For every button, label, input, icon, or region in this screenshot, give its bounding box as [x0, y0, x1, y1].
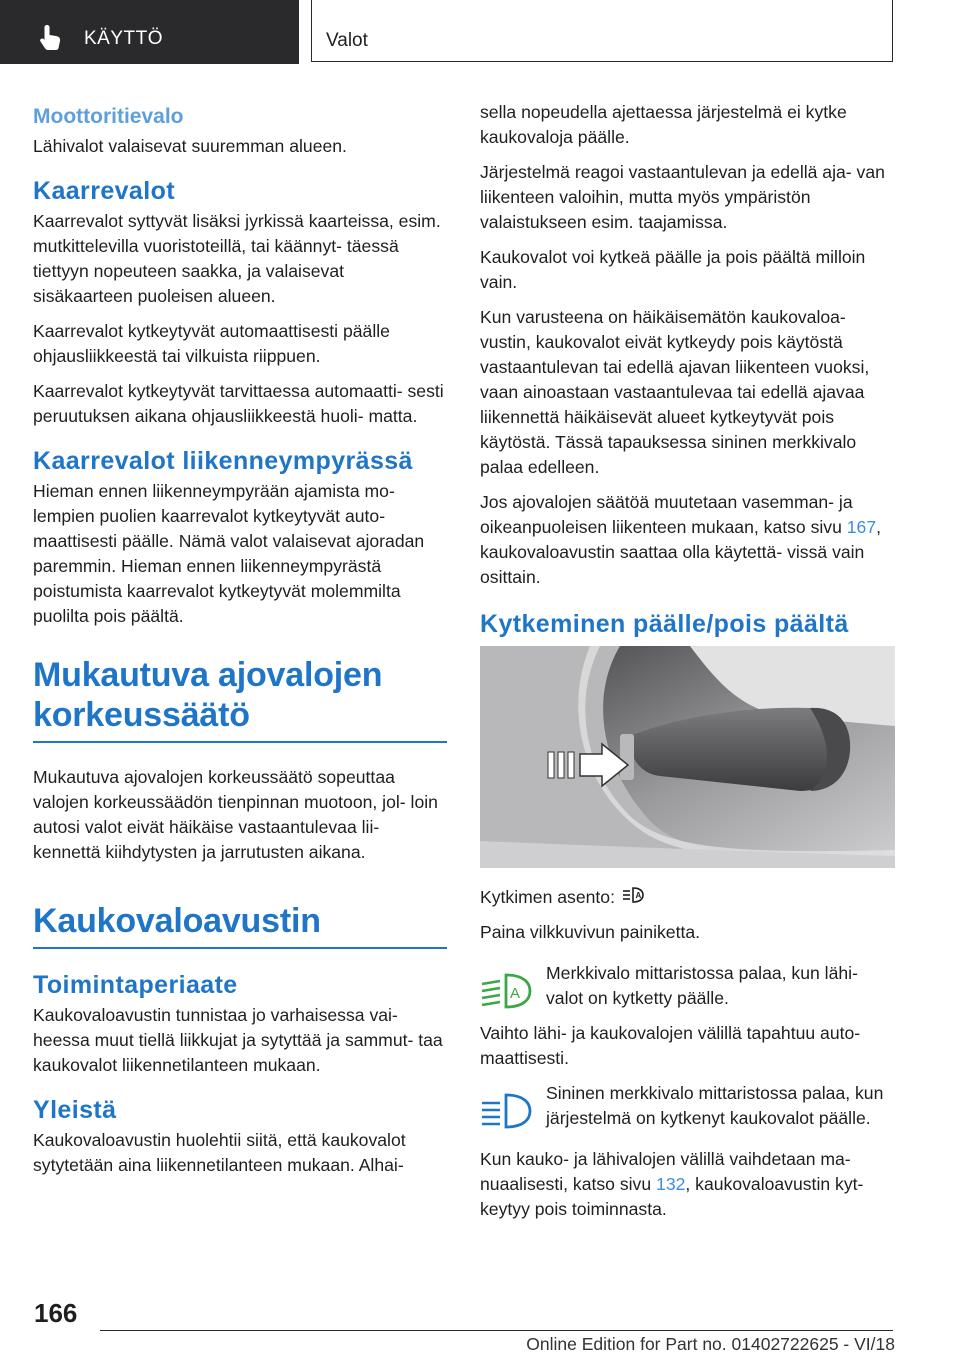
high-beam-assistant-icon [621, 884, 645, 906]
heading-motorway-light: Moottoritievalo [33, 105, 184, 128]
paragraph-principle: Kaukovaloavustin tunnistaa jo varhaisessa vai‐ heessa muut tiellä liikkujat ja sytyttää ja sammut‐ taa kaukovalot liikennetilanteen mukaan. [33, 1005, 443, 1075]
paragraph-auto-switch: Vaihto lähi- ja kaukovalojen välillä tapahtuu auto‐ maattisesti. [480, 1023, 861, 1068]
heading-rule [33, 947, 447, 949]
text-fragment: Kun kauko- ja lähivalojen välillä vaihdetaan ma‐ nuaalisesti, katso sivu [480, 1149, 851, 1194]
heading-high-beam-assistant: Kaukovaloavustin [33, 902, 321, 940]
paragraph-switch-position [480, 884, 898, 910]
text-fragment: , kaukovaloavustin saattaa olla käytettä‐ vissä vain osittain. [480, 517, 882, 587]
paragraph-general-cont: sella nopeudella ajettaessa järjestelmä ei kytke kaukovaloja päälle. [480, 102, 847, 147]
paragraph-cornering-1: Kaarrevalot syttyvät lisäksi jyrkissä kaarteissa, esim. mutkittelevilla vuoristoteillä, tai käännyt‐ täessä tiettyyn nopeuteen saakka, ja valaisevat sisäkaarteen puoleisen alueen. [33, 211, 441, 306]
hand-pointer-icon [38, 23, 64, 51]
right-column [480, 100, 898, 1232]
paragraph-cornering-3: Kaarrevalot kytkeytyvät tarvittaessa automaatti‐ sesti peruutuksen aikana ohjausliikkeestä huoli‐ matta. [33, 381, 444, 426]
note-high-beam-text: Sininen merkkivalo mittaristossa palaa, kun järjestelmä on kytkenyt kaukovalot päälle. [546, 1083, 884, 1128]
paragraph-motorway-light: Lähivalot valaisevat suuremman alueen. [33, 136, 347, 156]
note-high-beam-indicator [480, 1081, 898, 1131]
left-column [33, 100, 447, 1188]
chapter-label: KÄYTTÖ [84, 28, 164, 49]
svg-text:A: A [635, 891, 642, 900]
page-link-167[interactable]: 167 [846, 517, 877, 537]
paragraph-cornering-2: Kaarrevalot kytkeytyvät automaattisesti päälle ohjausliikkeestä tai vilkuista riippuen. [33, 321, 390, 366]
heading-cornering-lights: Kaarrevalot [33, 177, 175, 205]
svg-text:A: A [510, 985, 521, 1002]
note-low-beam-indicator [480, 961, 898, 1011]
paragraph-manual: Kaukovalot voi kytkeä päälle ja pois päältä milloin vain. [480, 247, 866, 292]
turn-signal-lever-photo [480, 646, 895, 868]
low-beam-indicator-icon [480, 971, 534, 1011]
heading-rule [33, 741, 447, 743]
paragraph-glare-free: Kun varusteena on häikäisemätön kaukovaloa‐ vustin, kaukovalot eivät kytkeydy pois käytöstä vastaantulevan tai edellä ajavan liikenteen vuoksi, vaan ainoastaan vastaantulevaa tai edellä ajavaa liikennettä häikäisevät alueet kytkeytyvät pois käytöstä. Tässä tapauksessa sininen merkkivalo palaa edelleen. [480, 307, 870, 477]
paragraph-traffic-side [480, 490, 898, 590]
page-link-132[interactable]: 132 [656, 1174, 686, 1194]
paragraph-press-button: Paina vilkkuvivun painiketta. [480, 922, 701, 942]
heading-roundabout: Kaarrevalot liikenneympyrässä [33, 447, 413, 475]
heading-principle: Toimintaperiaate [33, 971, 238, 999]
note-low-beam-text: Merkkivalo mittaristossa palaa, kun lähi‐ valot on kytketty päälle. [546, 963, 858, 1008]
chapter-tab[interactable] [0, 0, 299, 64]
paragraph-manual-deactivation [480, 1147, 898, 1222]
footer-edition: Online Edition for Part no. 01402722625 - VI/18 [526, 1334, 895, 1354]
page-number: 166 [34, 1298, 78, 1328]
paragraph-adaptive-leveling: Mukautuva ajovalojen korkeussäätö sopeuttaa valojen korkeussäädön tienpinnan muotoon, jol‐ loin autosi valot eivät häikäise vastaantulevaa lii‐ kennettä kiihdytysten ja jarrutusten aikana. [33, 767, 438, 862]
footer-rule [100, 1330, 893, 1331]
high-beam-indicator-icon [480, 1091, 534, 1131]
section-label: Valot [326, 30, 368, 51]
paragraph-react: Järjestelmä reagoi vastaantulevan ja edellä aja‐ van liikenteen valoihin, mutta myös ympäristön valaistukseen esim. taajamissa. [480, 162, 885, 232]
heading-general: Yleistä [33, 1096, 117, 1124]
heading-adaptive-leveling: Mukautuva ajovalojen korkeussäätö [33, 656, 383, 734]
paragraph-roundabout: Hieman ennen liikenneympyrään ajamista mo‐ lempien puolien kaarrevalot kytkeytyvät auto‐ maattisesti päälle. Nämä valot valaisevat ajoradan paremmin. Hieman ennen liikenneympyrästä poistumista kaarrevalot kytkeytyvät molemmilta puolilta pois päältä. [33, 481, 425, 626]
heading-switch-on-off: Kytkeminen päälle/pois päältä [480, 610, 849, 638]
section-header [311, 0, 893, 62]
paragraph-general: Kaukovaloavustin huolehtii siitä, että kaukovalot sytytetään aina liikennetilanteen mukaan. Alhai‐ [33, 1130, 406, 1175]
text-fragment: Jos ajovalojen säätöä muutetaan vasemman- ja oikeanpuoleisen liikenteen mukaan, katso sivu [480, 492, 853, 537]
text-fragment: Kytkimen asento: [480, 887, 615, 907]
text-fragment: , kaukovaloavustin kyt‐ keytyy pois toiminnasta. [480, 1174, 864, 1219]
